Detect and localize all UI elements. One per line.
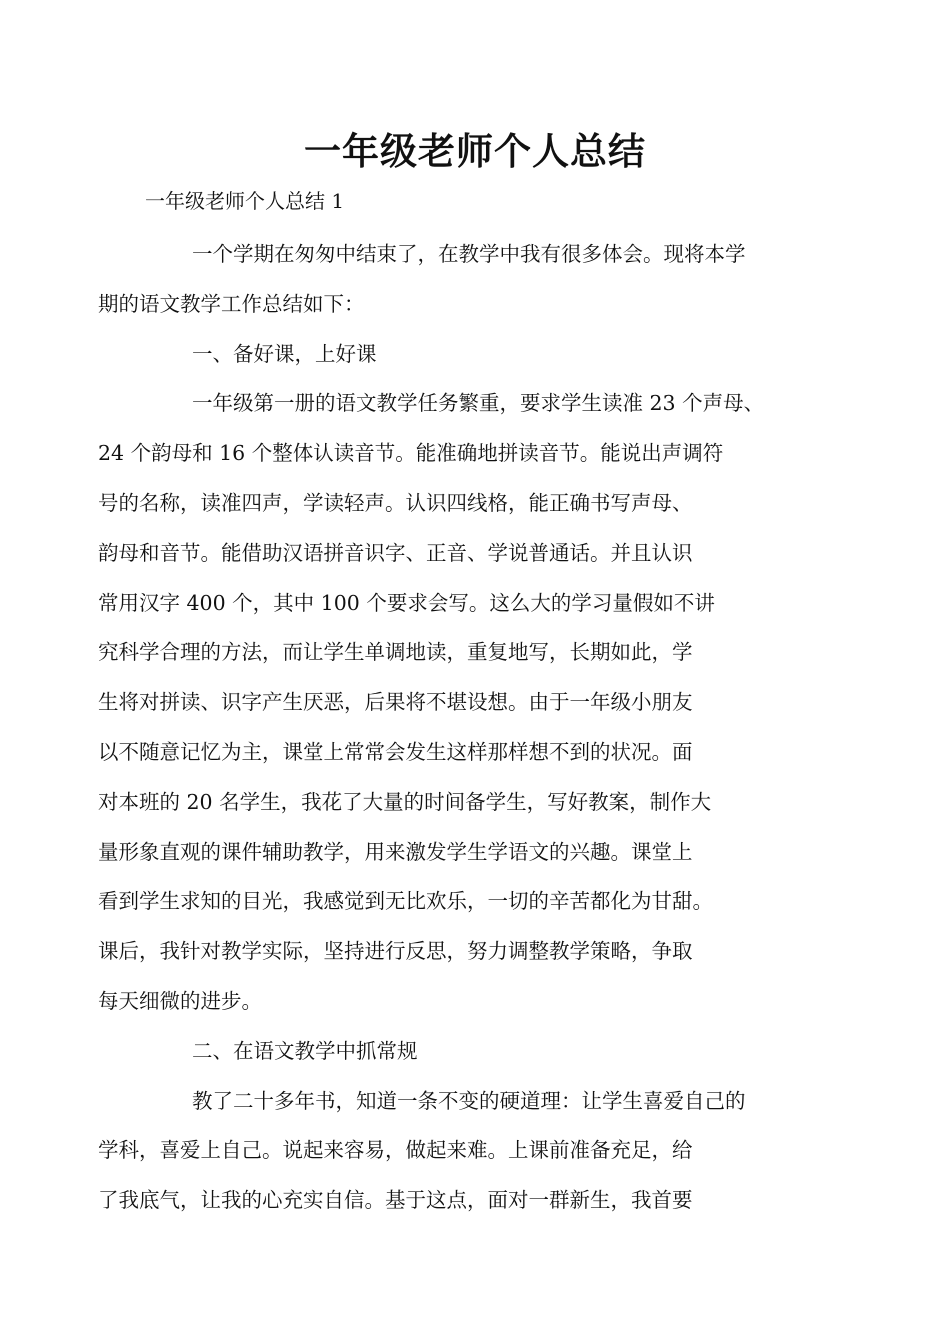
paragraph-experience xyxy=(98,1077,835,1226)
text-line: 常用汉字 400 个，其中 100 个要求会写。这么大的学习量假如不讲 xyxy=(98,590,715,615)
text-line: 究科学合理的方法，而让学生单调地读，重复地写，长期如此，学 xyxy=(98,640,693,665)
text-line: 了我底气，让我的心充实自信。基于这点，面对一群新生，我首要 xyxy=(98,1188,693,1213)
text-line: 号的名称，读准四声，学读轻声。认识四线格，能正确书写声母、 xyxy=(98,490,693,515)
heading-routine xyxy=(145,1027,835,1077)
section-subtitle: 一年级老师个人总结 1 xyxy=(145,189,345,213)
text-line: 每天细微的进步。 xyxy=(98,988,262,1013)
document-title: 一年级老师个人总结 xyxy=(304,130,646,173)
text-line: 二、在语文教学中抓常规 xyxy=(192,1038,418,1063)
text-line: 生将对拼读、识字产生厌恶，后果将不堪设想。由于一年级小朋友 xyxy=(98,690,693,715)
text-line: 24 个韵母和 16 个整体认读音节。能准确地拼读音节。能说出声调符 xyxy=(98,441,724,466)
text-line: 看到学生求知的目光，我感觉到无比欢乐，一切的辛苦都化为甘甜。 xyxy=(98,889,713,914)
text-line: 教了二十多年书，知道一条不变的硬道理：让学生喜爱自己的 xyxy=(192,1088,746,1113)
heading-prepare-lessons xyxy=(145,330,835,380)
text-line: 对本班的 20 名学生，我花了大量的时间备学生，写好教案，制作大 xyxy=(98,789,712,814)
text-line: 一年级第一册的语文教学任务繁重，要求学生读准 23 个声母、 xyxy=(192,391,765,416)
text-line: 韵母和音节。能借助汉语拼音识字、正音、学说普通话。并且认识 xyxy=(98,540,693,565)
paragraph-intro xyxy=(98,230,835,330)
text-line: 一个学期在匆匆中结束了，在教学中我有很多体会。现将本学 xyxy=(192,242,746,266)
text-line: 课后，我针对教学实际，坚持进行反思，努力调整教学策略，争取 xyxy=(98,939,693,964)
text-line: 量形象直观的课件辅助教学，用来激发学生学语文的兴趣。课堂上 xyxy=(98,839,693,864)
paragraph-teaching-tasks xyxy=(98,379,835,1026)
document-body xyxy=(98,230,835,1226)
text-line: 学科，喜爱上自己。说起来容易，做起来难。上课前准备充足，给 xyxy=(98,1138,693,1163)
text-line: 一、备好课，上好课 xyxy=(192,341,377,366)
text-line: 期的语文教学工作总结如下： xyxy=(98,291,365,316)
text-line: 以不随意记忆为主，课堂上常常会发生这样那样想不到的状况。面 xyxy=(98,739,693,764)
